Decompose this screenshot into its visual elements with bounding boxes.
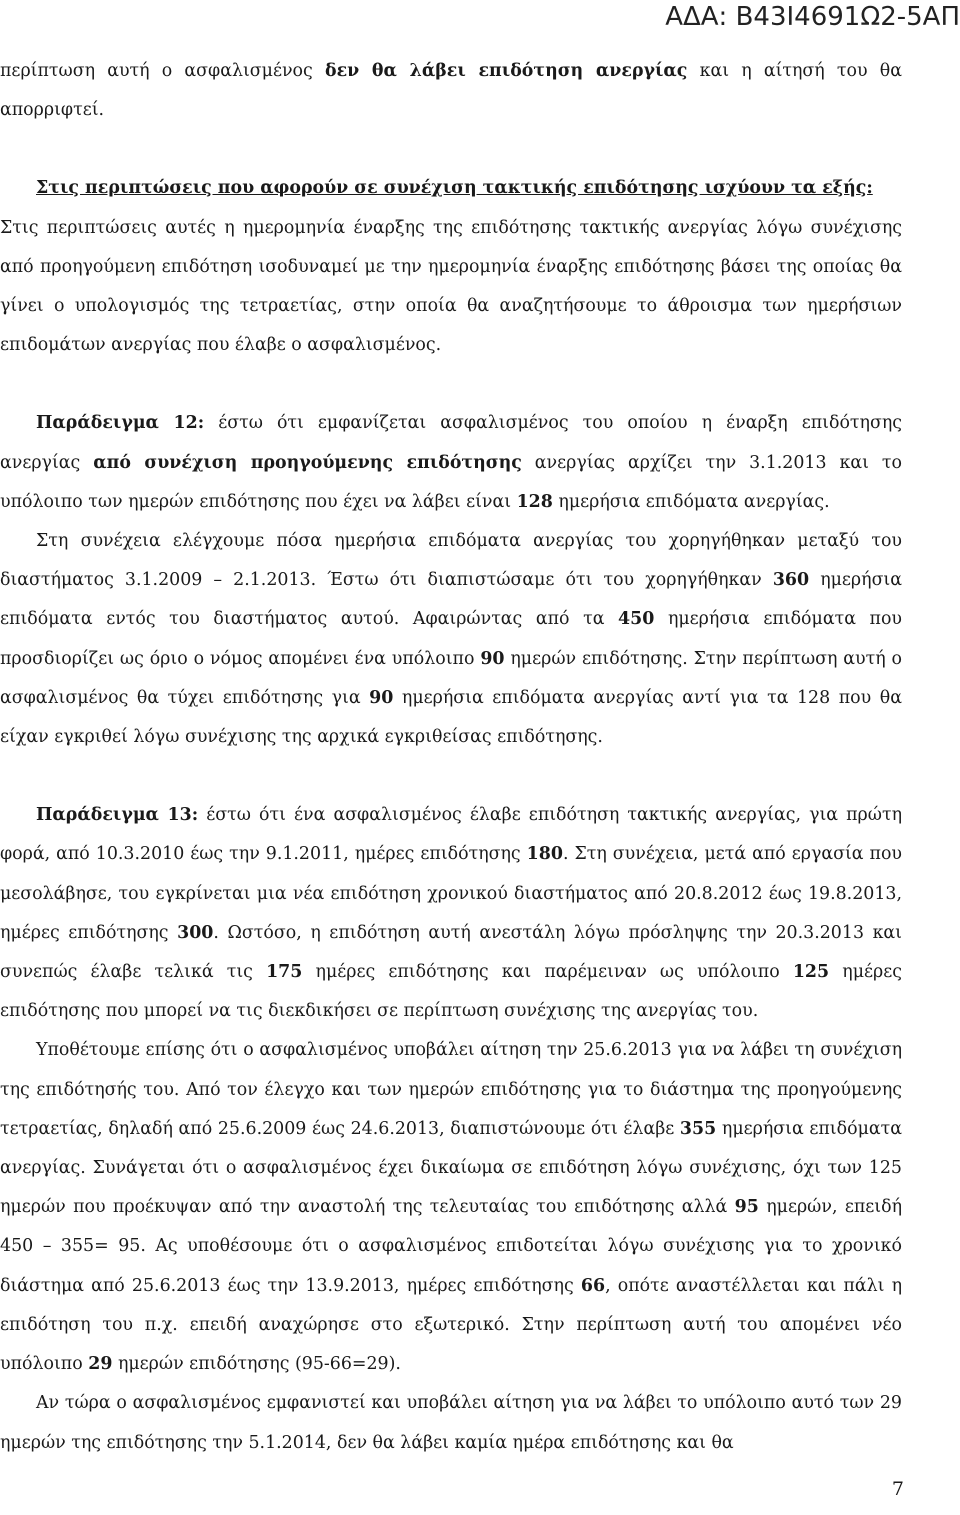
section-heading: Στις περιπτώσεις που αφορούν σε συνέχιση τακτικής επιδότησης ισχύουν τα εξής: [36,178,873,199]
bold-text-run: από συνέχιση προηγούμενης επιδότησης [93,452,522,473]
example-13-conclusion: Αν τώρα ο ασφαλισμένος εμφανιστεί και υποβάλει αίτηση για να λάβει το υπόλοιπο αυτό των 29 ημερών της επιδότησης την 5.1.2014, δεν θα λάβει καμία ημέρα επιδότησης και θα [0,1393,902,1453]
paragraph-continued [0,52,902,130]
text-run: . Στη συνέχεια, μετά από εργασία που μεσολάβησε, του εγκρίνεται μια νέα επιδότηση χρονικού διαστήματος από 20.8.2012 έως 19.8.2013, ημέρες επιδότησης [0,844,902,943]
bold-text-run: 450 [618,609,655,630]
text-run: και η αίτησή του θα απορριφτεί. [0,61,902,121]
bold-text-run: 128 [516,491,553,512]
bold-text-run: Παράδειγμα 12: [36,413,205,434]
ada-code: ΑΔΑ: Β43Ι4691Ω2-5ΑΠ [665,2,960,32]
paragraph-intro: Στις περιπτώσεις αυτές η ημερομηνία έναρξης της επιδότησης τακτικής ανεργίας λόγω συνέχισης από προηγούμενη επιδότηση ισοδυναμεί με την ημερομηνία έναρξης επιδότησης βάσει της οποίας θα γίνει ο υπολογισμός της τετραετίας, στην οποία θα αναζητήσουμε το άθροισμα των ημερήσιων επιδομάτων ανεργίας που έλαβε ο ασφαλισμένος. [0,217,902,356]
bold-text-run: 180 [526,844,563,865]
bold-text-run: 360 [772,570,810,591]
bold-text-run: 95 [734,1197,759,1218]
bold-text-run: 66 [580,1275,606,1296]
bold-text-run: 125 [792,962,830,983]
text-run: ημερήσια επιδόματα ανεργίας. [552,491,830,512]
document-body [0,52,902,1463]
bold-text-run: Παράδειγμα 13: [36,805,199,826]
text-run: ανεργίας αρχίζει την 3.1.2013 και το υπόλοιπο των ημερών επιδότησης που έχει να λάβει είναι [0,452,902,512]
text-run: ημέρες επιδότησης που μπορεί να τις διεκδικήσει σε περίπτωση συνέχισης της ανεργίας του. [0,962,902,1022]
text-run: περίπτωση αυτή ο ασφαλισμένος [0,61,325,81]
bold-text-run: δεν θα λάβει επιδότηση ανεργίας [324,61,688,81]
text-run: ημερήσια επιδόματα εντός του διαστήματος αυτού. Αφαιρώντας από τα [0,570,902,630]
text-run: ημερήσια επιδόματα που προσδιορίζει ως όριο ο νόμος απομένει ένα υπόλοιπο [0,609,902,669]
bold-text-run: 300 [177,922,214,943]
page-number: 7 [891,1478,904,1500]
text-run: , οπότε αναστέλλεται και πάλι η επιδότηση του π.χ. επειδή αναχώρησε στο εξωτερικό. Στην περίπτωση αυτή του απομένει νέο υπόλοιπο [0,1275,902,1375]
bold-text-run: 90 [369,687,394,708]
text-run: Υποθέτουμε επίσης ότι ο ασφαλισμένος υποβάλει αίτηση την 25.6.2013 για να λάβει τη συνέχιση της επιδότησής του. Από τον έλεγχο και των ημερών επιδότησης για το διάστημα της προηγούμενης τετραετίας, δηλαδή από 25.6.2009 έως 24.6.2013, διαπιστώνουμε ότι έλαβε [0,1040,902,1139]
text-run: . Ωστόσο, η επιδότηση αυτή ανεστάλη λόγω πρόσληψης την 20.3.2013 και συνεπώς έλαβε τελικά τις [0,922,902,983]
text-run: ημερήσια επιδόματα ανεργίας. Συνάγεται ότι ο ασφαλισμένος έχει δικαίωμα σε επιδότηση λόγω συνέχισης, όχι των 125 ημερών που προέκυψαν από την αναστολή της τελευταίας του επιδότησης αλλά [0,1118,902,1218]
text-run: ημερών, επειδή 450 – 355= 95. Ας υποθέσουμε ότι ο ασφαλισμένος επιδοτείται λόγω συνέχισης για το χρονικό διάστημα από 25.6.2013 έως την 13.9.2013, ημέρες επιδότησης [0,1197,902,1296]
example-12-calculation [0,522,902,757]
bold-text-run: 29 [88,1354,113,1375]
bold-text-run: 90 [480,648,505,669]
example-12-paragraph [0,404,902,522]
text-run: ημέρες επιδότησης και παρέμειναν ως υπόλοιπο [302,962,793,983]
bold-text-run: 355 [679,1118,717,1139]
text-run: έστω ότι ένα ασφαλισμένος έλαβε επιδότηση τακτικής ανεργίας, για πρώτη φορά, από 10.3.2010 έως την 9.1.2011, ημέρες επιδότησης [0,805,902,865]
bold-text-run: 175 [266,962,303,983]
example-13-calculation [0,1031,902,1384]
text-run: έστω ότι εμφανίζεται ασφαλισμένος του οποίου η έναρξη επιδότησης ανεργίας [0,413,902,473]
text-run: ημερήσια επιδόματα ανεργίας αντί για τα 128 που θα είχαν εγκριθεί λόγω συνέχισης της αρχικά εγκριθείσας επιδότησης. [0,687,902,748]
example-13-paragraph [0,796,902,1031]
text-run: ημερών επιδότησης. Στην περίπτωση αυτή ο ασφαλισμένος θα τύχει επιδότησης για [0,648,902,708]
text-run: ημερών επιδότησης (95-66=29). [112,1354,401,1375]
text-run: Στη συνέχεια ελέγχουμε πόσα ημερήσια επιδόματα ανεργίας του χορηγήθηκαν μεταξύ του διαστήματος 3.1.2009 – 2.1.2013. Έστω ότι διαπιστώσαμε ότι του χορηγήθηκαν [0,531,902,591]
